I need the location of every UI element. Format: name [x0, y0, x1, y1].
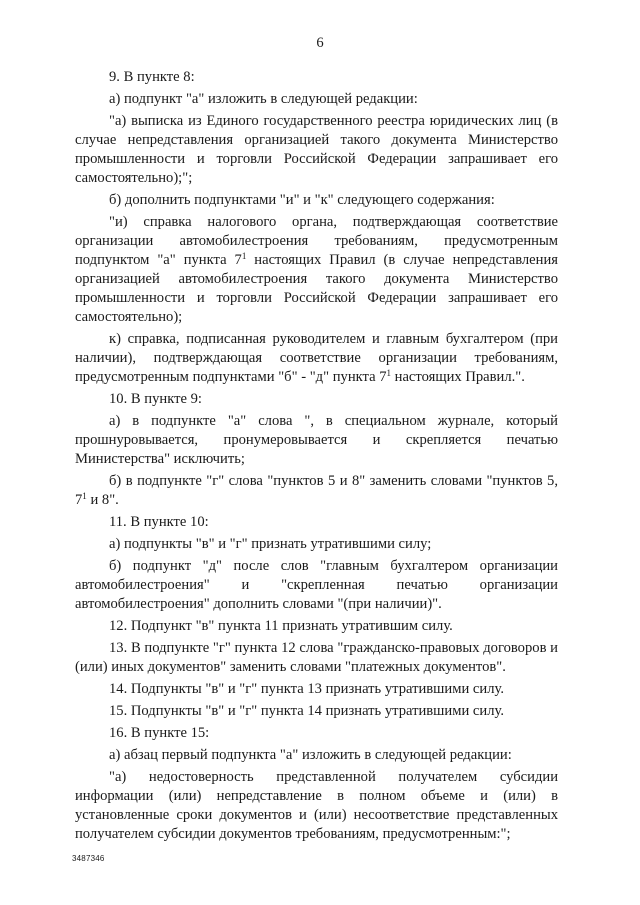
superscript: 1: [241, 251, 247, 261]
paragraph-text: и 8".: [86, 492, 119, 508]
paragraph: 16. В пункте 15:: [109, 725, 210, 741]
paragraph-text: "и) справка налогового органа, подтверждающая соответствие организации автомобилестроения требованиям, предусмотренным подпунктом "а" пункта 7: [75, 214, 558, 268]
paragraph: 13. В подпункте "г" пункта 12 слова "гражданско-правовых договоров и (или) иных документов" заменить словами "платежных документов".: [75, 640, 558, 675]
paragraph: 11. В пункте 10:: [109, 514, 209, 530]
superscript: 1: [386, 368, 391, 378]
paragraph: б) дополнить подпунктами "и" и "к" следующего содержания:: [109, 192, 495, 208]
paragraph: 14. Подпункты "в" и "г" пункта 13 признать утратившими силу.: [109, 681, 504, 697]
paragraph: 10. В пункте 9:: [109, 391, 202, 407]
paragraph: а) подпункты "в" и "г" признать утратившими силу;: [109, 536, 432, 552]
paragraph: [75, 330, 558, 387]
paragraph: 9. В пункте 8:: [109, 69, 195, 85]
paragraph-text: б) в подпункте "г" слова "пунктов 5 и 8" заменить словами "пунктов 5, 7: [75, 473, 558, 508]
paragraph: а) подпункт "а" изложить в следующей редакции:: [109, 91, 418, 107]
paragraph: 12. Подпункт "в" пункта 11 признать утратившим силу.: [109, 618, 453, 634]
paragraph: а) абзац первый подпункта "а" изложить в следующей редакции:: [109, 747, 512, 763]
document-body: [75, 68, 558, 844]
superscript: 1: [82, 491, 87, 501]
paragraph-text: настоящих Правил (в случае непредставления организацией автомобилестроения такого документа Министерство промышленности и торговли Российской Федерации запрашивает его самостоятельно);: [75, 252, 558, 325]
paragraph: "а) выписка из Единого государственного реестра юридических лиц (в случае непредставления организацией такого документа Министерство промышленности и торговли Российской Федерации запрашивает его самостоятельно);";: [75, 113, 558, 186]
paragraph: 15. Подпункты "в" и "г" пункта 14 признать утратившими силу.: [109, 703, 504, 719]
paragraph: "а) недостоверность представленной получателем субсидии информации (или) непредставление в полном объеме и (или) в установленные сроки документов и (или) несоответствие представленных получателем субсидии документов требованиям, предусмотренным:";: [75, 769, 558, 842]
paragraph: б) подпункт "д" после слов "главным бухгалтером организации автомобилестроения" и "скрепленная печатью организации автомобилестроения" дополнить словами "(при наличии)".: [75, 558, 558, 612]
paragraph: а) в подпункте "а" слова ", в специальном журнале, который прошнуровывается, пронумеровывается и скрепляется печатью Министерства" исключить;: [75, 413, 558, 467]
page-number: 6: [316, 35, 324, 51]
paragraph: [75, 472, 558, 510]
paragraph-text: к) справка, подписанная руководителем и главным бухгалтером (при наличии), подтверждающая соответствие организации требованиям, предусмотренным подпунктами "б" - "д" пункта 7: [75, 331, 558, 385]
document-reference-number: 3487346: [72, 854, 105, 863]
paragraph-text: настоящих Правил.".: [391, 369, 525, 385]
paragraph: [75, 213, 558, 327]
